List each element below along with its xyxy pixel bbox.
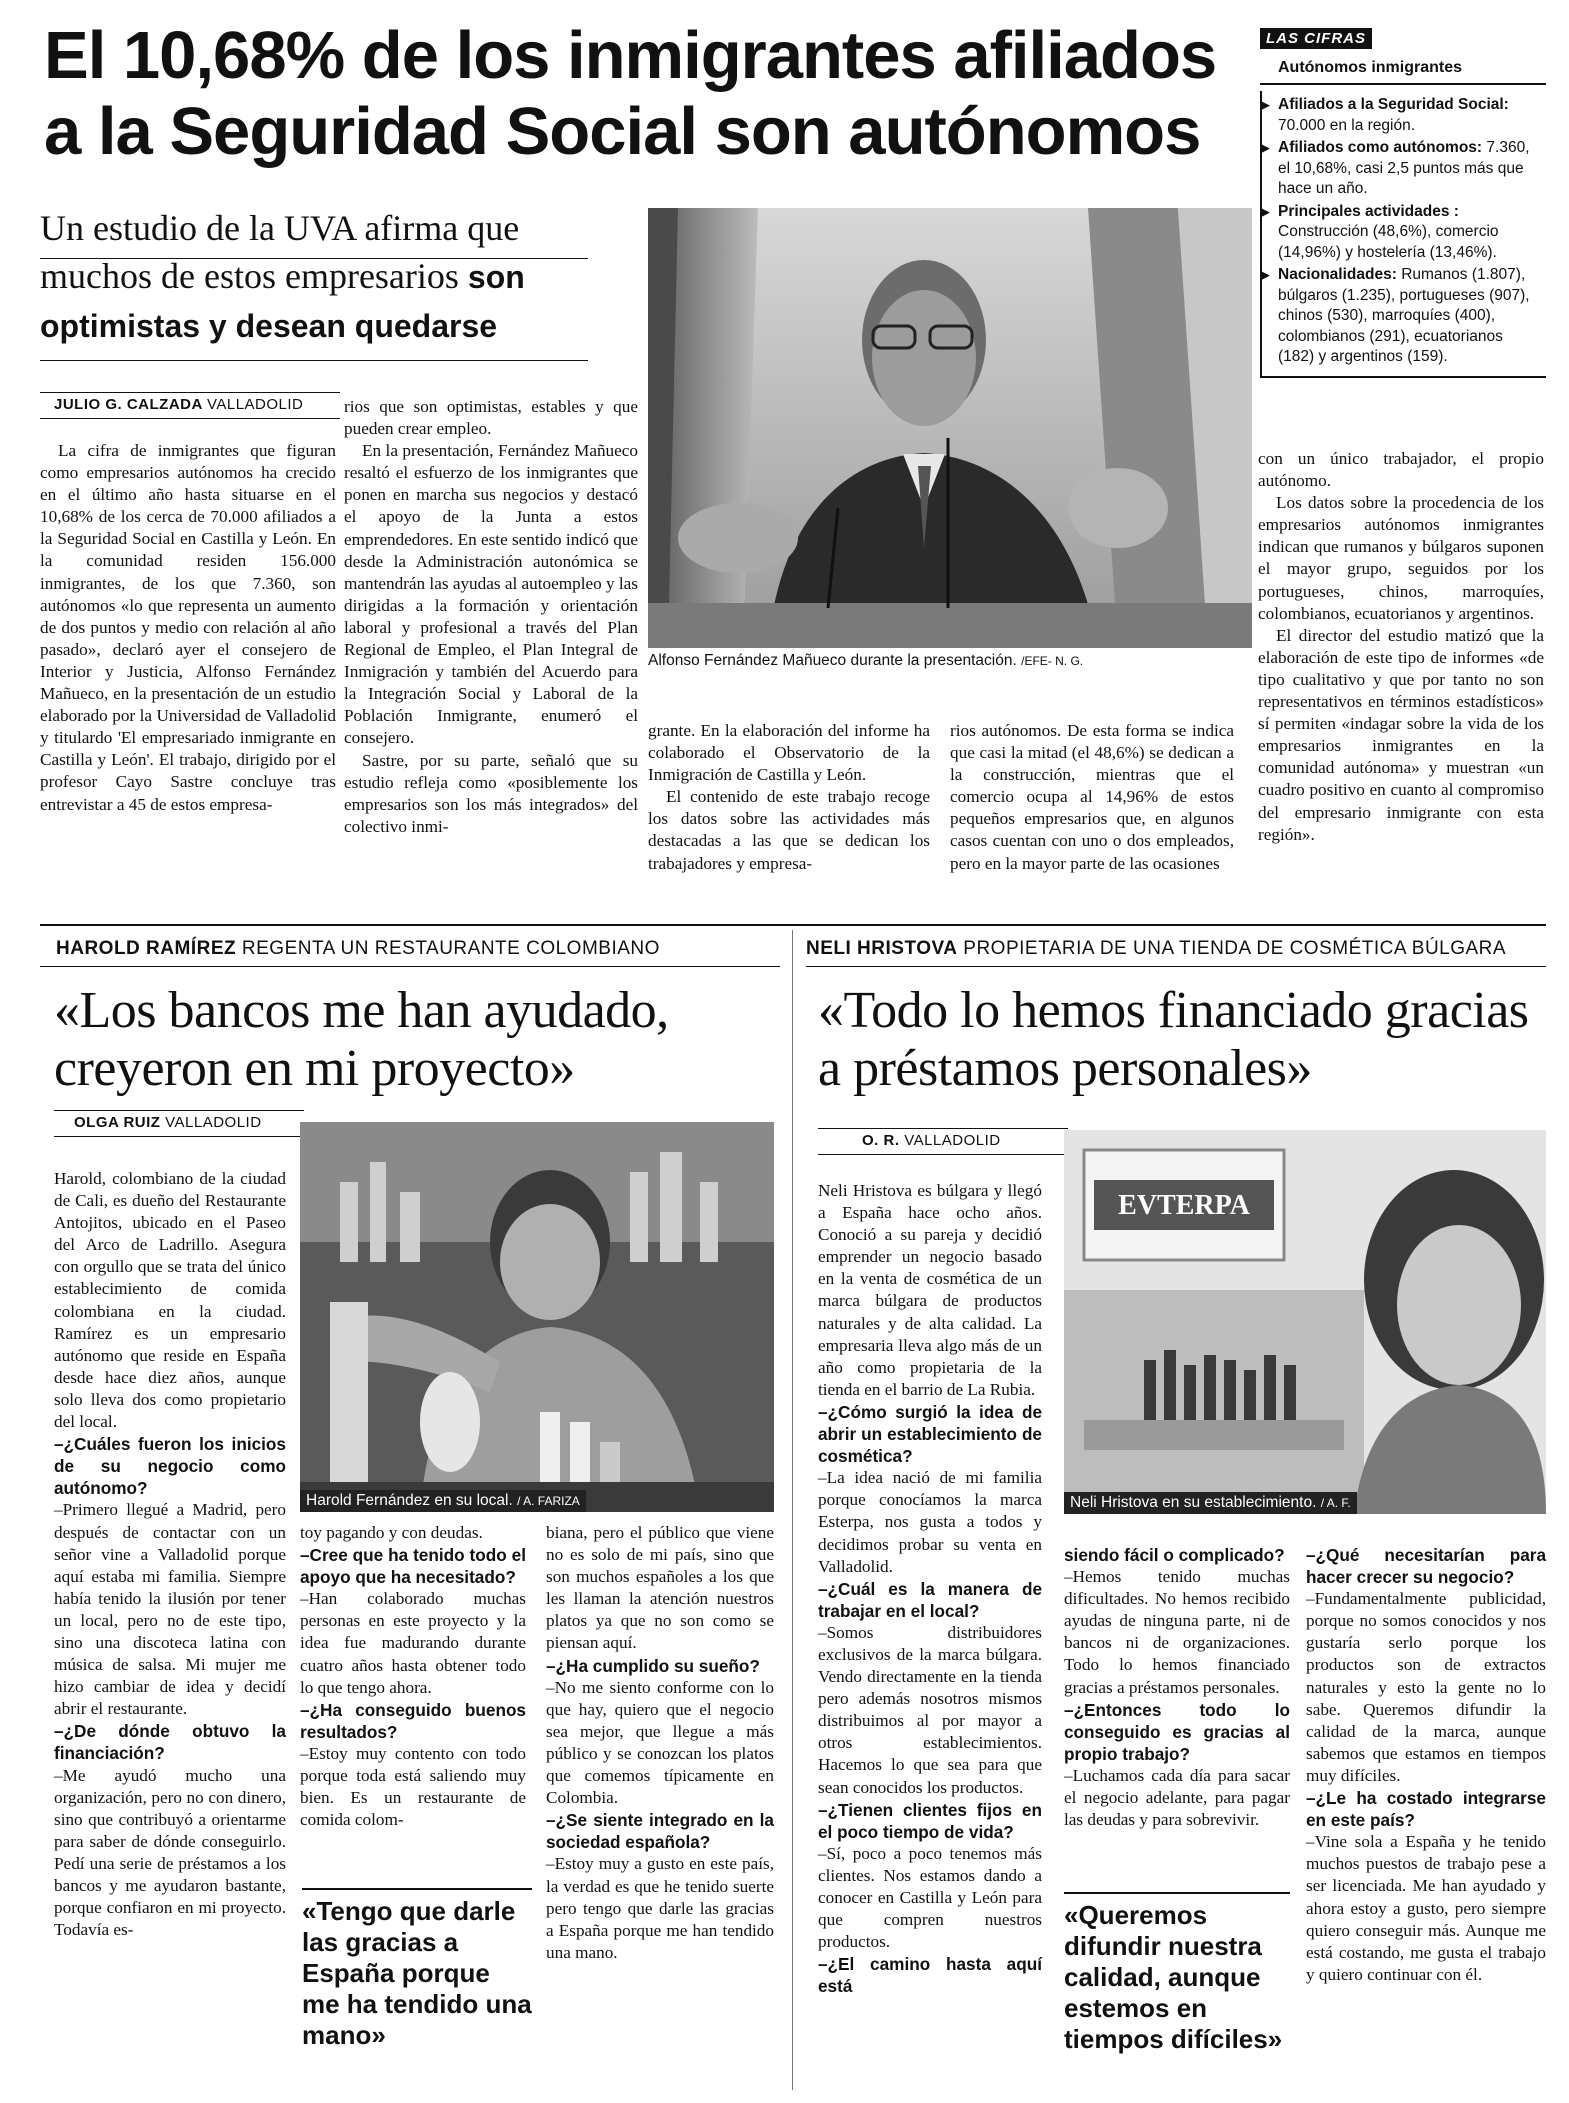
answer: –Sí, poco a poco tenemos más clientes. Nos estamos dando a conocer en Castilla y León para que compren nuestros productos. [818,1843,1042,1952]
sidebar-item [1260,265,1542,368]
answer: –Primero llegué a Madrid, pero después de contactar con un señor vine a Valladolid porque aquí estaba mi familia. Siempre había tenido la ilusión por tener un local, pero no de este tipo, sino una discoteca latina con música de salsa. Mi mujer me hizo cambiar de idea y decidí abrir el restaurante. [54,1500,286,1719]
headline [44,18,1224,170]
byline-place: VALLADOLID [165,1114,262,1131]
right-column-2 [1064,1544,1290,1831]
right-headline: «Todo lo hemos financiado gracias a préstamos personales» [818,982,1529,1097]
question: –¿Qué necesitarían para hacer crecer su negocio? [1306,1545,1546,1588]
kicker-name: HAROLD RAMÍREZ [56,938,237,959]
vertical-divider [792,930,793,2090]
left-photo [300,1122,774,1512]
answer: –Vine sola a España y he tenido muchos puestos de trabajo pese a ser licenciada. Me han ayudado y ahora estoy a gusto, pero siempre quiero conseguir más. Aunque me está costando, me gusta el trabajo y quiero continuar con él. [1306,1832,1546,1984]
caption-text: Harold Fernández en su local. [306,1492,513,1509]
right-pull-quote: «Queremos difundir nuestra calidad, aunque estemos en tiempos difíciles» [1064,1892,1290,2055]
photo-harold-image [300,1122,774,1512]
answer: biana, pero el público que viene no es solo de mi país, sino que son muchos españoles a los que les llaman la atención nuestros platos ya que no son como se piensan aquí. [546,1523,774,1653]
paragraph: El director del estudio matizó que la elaboración de este tipo de informes «de tipo cualitativo y que por tanto no son representativos en términos estadísticos» sí permiten «indagar sobre la vida de los empresarios inmigrantes en la comunidad autónoma» y muestran «un cuadro positivo en cuanto al compromiso del empresario inmigrante con esta región». [1258,625,1544,844]
byline-rule [40,392,340,393]
question: siendo fácil o complicado? [1064,1545,1285,1565]
main-column-4 [950,720,1234,875]
main-byline [54,396,303,413]
headline-line-1: El 10,68% de los inmigrantes afiliados [44,18,1217,93]
photo-mañueco-image [648,208,1252,648]
left-byline [74,1114,262,1131]
question: –¿Le ha costado integrarse en este país? [1306,1788,1546,1831]
paragraph: Neli Hristova es búlgara y llegó a España hace ocho años. Conoció a su pareja y decidió emprender un negocio basado en la venta de cosmética de un marca búlgara de productos naturales y de alta calidad. La empresaria lleva algo más de un año como propietaria de la tienda en el barrio de La Rubia. [818,1181,1042,1399]
subhead-rule-bottom [40,360,588,361]
answer: –Han colaborado muchas personas en este proyecto y la idea fue madurando durante cuatro años hasta obtener todo lo que tengo ahora. [300,1589,526,1697]
right-column-1 [818,1180,1042,1997]
right-kicker [806,938,1506,960]
subhead [40,204,600,350]
main-photo [648,208,1252,648]
left-kicker [56,938,660,960]
question: –¿Cómo surgió la idea de abrir un establecimiento de cosmética? [818,1401,1042,1467]
answer: –Me ayudó mucho una organización, pero no con dinero, sino que contribuyó a orientarme para saber de dónde conseguirlo. Pedí una serie de préstamos a los bancos y me ayudaron bastante, porque confiaron en mi proyecto. Todavía es- [54,1765,286,1940]
arrow-icon: ▶ [1260,203,1270,219]
main-column-2 [344,396,638,838]
answer: –Somos distribuidores exclusivos de la marca búlgara. Vendo directamente en la tienda pero además nosotros mismos distribuimos al por mayor a otros establecimientos. Hacemos lo que sea para que sean conocidos los productos. [818,1622,1042,1797]
right-photo [1064,1130,1546,1514]
question: –¿De dónde obtuvo la financiación? [54,1721,286,1764]
answer: toy pagando y con deudas. [300,1523,483,1542]
paragraph: rios que son optimistas, estables y que pueden crear empleo. [344,397,638,439]
sidebar-item-label: Nacionalidades: [1278,266,1397,283]
question: –¿Cuáles fueron los inicios de su negocio como autónomo? [54,1434,286,1499]
answer: –No me siento conforme con lo que hay, quiero que el negocio sea mejor, que llegue a más público y se conozcan los platos que comemos típicamente en Colombia. [546,1677,774,1808]
paragraph: Harold, colombiano de la ciudad de Cali, es dueño del Restaurante Antojitos, ubicado en el Paseo del Arco de Ladrillo. Asegura con orgullo que se trata del único establecimiento de comida colombiana en la ciudad. Ramírez es un empresario autónomo que reside en España desde hace diez años, aunque solo lleva dos como propietario del local. [54,1169,286,1432]
question: –¿Entonces todo lo conseguido es gracias al propio trabajo? [1064,1699,1290,1764]
question: –¿Se siente integrado en la sociedad española? [546,1810,774,1853]
question: –Cree que ha tenido todo el apoyo que ha necesitado? [300,1545,526,1588]
section-divider [40,924,1546,926]
sidebar-item-text: Rumanos (1.807), búlgaros (1.235), portugueses (907), chinos (530), marroquíes (400), colombianos (291), ecuatorianos (182) y argentinos (159). [1278,266,1530,365]
byline-rule [818,1154,1068,1155]
main-column-5 [1258,448,1544,846]
answer: –Estoy muy a gusto en este país, la verdad es que he tenido suerte pero tengo que darle las gracias a España porque me han tendido una mano. [546,1854,774,1962]
kicker-text: PROPIETARIA DE UNA TIENDA DE COSMÉTICA BÚLGARA [963,938,1507,959]
byline-name: OLGA RUIZ [74,1114,161,1131]
paragraph: En la presentación, Fernández Mañueco resaltó el esfuerzo de los inmigrantes que ponen en marcha sus negocios y destacó el apoyo de la Junta a estos emprendedores. En este sentido indicó que desde la Administración autonómica se mantendrán las ayudas al autoempleo y las dirigidas a la formación y orientación laboral y profesional a través del Plan Regional de Empleo, el Plan Integral de Inmigración y también del Acuerdo para la Integración Social y Laboral de la Población Inmigrante, enumeró el consejero. [344,441,639,748]
headline-line-2: a la Seguridad Social son autónomos [44,94,1201,169]
byline-rule [40,418,340,419]
sidebar-tag: LAS CIFRAS [1260,28,1372,49]
shop-sign: EVTERPA [1118,1190,1250,1221]
question: –¿Ha cumplido su sueño? [546,1655,760,1676]
main-photo-caption [648,652,1083,670]
paragraph: rios autónomos. De esta forma se indica que casi la mitad (el 48,6%) se dedican a la construcción, mientras que el comercio ocupa al 14,96% de estos pequeños empresarios que, en algunos casos cuentan con uno o dos empleados, pero en la mayor parte de las ocasiones [950,721,1234,873]
byline-place: VALLADOLID [206,396,304,413]
byline-rule [818,1128,1068,1129]
left-column-2 [300,1522,526,1831]
caption-text: Neli Hristova en su establecimiento. [1070,1494,1317,1511]
sidebar-item-label: Afiliados como autónomos: [1278,139,1483,156]
caption-credit: / A. F. [1320,1496,1351,1510]
main-column-1 [40,440,336,816]
question: –¿El camino hasta aquí está [818,1954,1042,1997]
paragraph: Los datos sobre la procedencia de los empresarios autónomos inmigrantes indican que rumanos y búlgaros suponen el mayor grupo, seguidos por los portugueses, chinos, marroquíes, colombianos, ecuatorianos y argentinos. [1258,493,1544,623]
paragraph: con un único trabajador, el propio autónomo. [1258,449,1544,491]
paragraph: El contenido de este trabajo recoge los datos sobre las actividades más destacadas a las que se dedican los trabajadores y empresa- [648,787,930,873]
byline-rule [54,1136,304,1137]
main-column-3 [648,720,930,875]
caption-text: Alfonso Fernández Mañueco durante la presentación. [648,652,1017,669]
paragraph: grante. En la elaboración del informe ha colaborado el Observatorio de la Inmigración de Castilla y León. [648,721,930,785]
answer: –Luchamos cada día para sacar el negocio adelante, para pagar las deudas y para sobrevivir. [1064,1765,1290,1830]
arrow-icon: ▶ [1260,140,1270,155]
byline-name: JULIO G. CALZADA [54,396,203,413]
question: –¿Tienen clientes fijos en el poco tiempo de vida? [818,1799,1042,1842]
caption-credit: / A. FARIZA [517,1494,580,1508]
left-column-1 [54,1168,286,1941]
kicker-text: REGENTA UN RESTAURANTE COLOMBIANO [241,938,660,959]
answer: –La idea nació de mi familia porque conocíamos la marca Esterpa, nos gusta a todos y decidimos probar su venta en Valladolid. [818,1468,1042,1576]
sidebar-item [1260,95,1542,136]
subhead-regular: Un estudio de la UVA afirma que muchos de estos empresarios [40,208,520,296]
sidebar-rule [1260,83,1546,85]
sidebar-item-label: Afiliados a la Seguridad Social: [1278,96,1509,113]
paragraph: La cifra de inmigrantes que figuran como empresarios autónomos ha crecido en el último año hasta situarse en el 10,68% de los cerca de 70.000 afiliados a la Seguridad Social en Castilla y León. En la comunidad residen 156.000 inmigrantes, de los que 7.360, son autónomos «lo que representa un aumento de dos puntos y medio con relación al año pasado», declaró ayer el consejero de Interior y Justicia, Alfonso Fernández Mañueco, en la presentación de un estudio elaborado por la Universidad de Valladolid y titulardo 'El empresariado inmigrante en Castilla y León'. El trabajo, dirigido por el profesor Cayo Sastre concluye tras entrevistar a 45 de estos empresa- [40,441,336,814]
question: –¿Ha conseguido buenos resultados? [300,1699,526,1742]
kicker-rule [806,966,1546,967]
arrow-icon: ▶ [1260,267,1270,282]
byline-name: O. R. [862,1132,900,1149]
sidebar-box [1260,91,1546,378]
sidebar-item [1260,202,1542,264]
las-cifras-sidebar [1260,28,1546,378]
sidebar-item-text: 70.000 en la región. [1278,116,1416,134]
left-column-3 [546,1522,774,1964]
right-byline [862,1132,1001,1149]
caption-credit: /EFE- N. G. [1021,654,1084,668]
sidebar-item-text: 7.360, el 10,68%, casi 2,5 puntos más que hace un año. [1278,139,1530,197]
left-photo-caption [300,1490,586,1512]
question: –¿Cuál es la manera de trabajar en el local? [818,1578,1042,1621]
sidebar-item [1260,138,1542,200]
right-photo-caption [1064,1492,1357,1514]
answer: –Estoy muy contento con todo porque toda está saliendo muy bien. Es un restaurante de comida colom- [300,1743,526,1830]
right-column-3 [1306,1544,1546,1986]
kicker-name: NELI HRISTOVA [806,938,958,959]
answer: –Fundamentalmente publicidad, porque no somos conocidos y nos gustaría serlo porque los productos son de extractos naturales y esto la gente no lo sabe. Queremos difundir la calidad de la marca, aunque sabemos que estamos en tiempos muy difíciles. [1306,1589,1546,1785]
photo-neli-image [1064,1130,1546,1514]
byline-rule [54,1110,304,1111]
answer: –Hemos tenido muchas dificultades. No hemos recibido ayudas de ninguna parte, ni de bancos ni de organizaciones. Todo lo hemos financiado gracias a préstamos personales. [1064,1567,1290,1697]
left-pull-quote: «Tengo que darle las gracias a España porque me ha tendido una mano» [302,1888,532,2051]
left-headline: «Los bancos me han ayudado, creyeron en mi proyecto» [54,982,669,1097]
sidebar-title: Autónomos inmigrantes [1278,59,1463,76]
sidebar-item-text: Construcción (48,6%), comercio (14,96%) y hostelería (13,46%). [1278,223,1499,261]
byline-place: VALLADOLID [904,1132,1001,1149]
kicker-rule [40,966,780,967]
subhead-bold: son optimistas y desean quedarse [40,259,525,344]
paragraph: Sastre, por su parte, señaló que su estudio refleja como «posiblemente los empresarios son los más integrados» del colectivo inmi- [344,750,638,836]
arrow-icon: ▶ [1260,97,1270,112]
sidebar-item-label: Principales actividades : [1278,202,1459,220]
